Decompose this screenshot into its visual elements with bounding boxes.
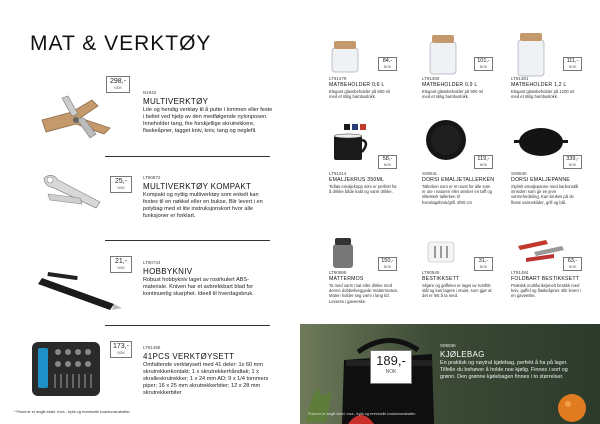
price-currency: NOK — [117, 186, 125, 190]
price-value: 119,- — [477, 156, 490, 162]
product-name: BESTIKKSETT — [422, 276, 460, 282]
product-code: S0954L — [422, 171, 438, 176]
price-badge — [370, 350, 412, 384]
product-description: Kompakt og nyttig multiverktøy som enkelt kan festes til en nøkkel eller en bukse. Blir levert i en polybag med et lite instruksjonskort hvor alle funksjoner er forklart. — [143, 192, 263, 219]
container-image — [330, 38, 360, 74]
product-name: MATBEHOLDER 1,2 L — [511, 82, 567, 88]
product-code: N1942 — [143, 90, 157, 95]
container-image — [516, 30, 546, 78]
food-thermos-image — [330, 236, 356, 270]
product-description: Skjøre og gaffelen er laget av rustfritt stål og kan lagres i etuiet, som gjør at det er lett å ta med. — [422, 283, 492, 299]
cooler-banner — [300, 324, 600, 424]
page-title: MAT & VERKTØY — [30, 32, 212, 55]
price-badge — [378, 257, 397, 271]
product-description: Praktisk multifunksjonelt bestikk med kniv, gaffel og flaskeåpner. Blir levert i en gaveeske. — [511, 283, 581, 299]
price-currency: NOK — [568, 65, 577, 69]
product-name: HOBBYKNIV — [143, 267, 193, 276]
price-badge — [563, 57, 582, 71]
product-name: 41PCS VERKTØYSETT — [143, 352, 235, 361]
product-description: Ta med varm mat eller drikke med denne dobbeltveggede mattermosen. Maten holder seg varm i lang tid. Leveres i gaveeske. — [329, 283, 399, 304]
price-badge — [378, 155, 397, 169]
price-currency: NOK — [479, 65, 488, 69]
product-code: LT91480 — [422, 76, 440, 81]
product-code: LT91495 — [143, 345, 161, 350]
price-badge — [110, 176, 132, 193]
footnote: Priserne er angitt ekskl. mva., trykk og eventuelle kvantumsrabatter. — [308, 412, 416, 416]
price-currency: NOK — [383, 163, 392, 167]
container-image — [428, 32, 458, 76]
price-value: 25,- — [114, 178, 128, 185]
product-description: Elegant glassbeholder på 1200 ml med et stilig bambuslokk. — [511, 89, 575, 100]
price-value: 84,- — [382, 58, 393, 64]
divider — [105, 325, 270, 326]
product-code: LT90945 — [422, 270, 440, 275]
price-currency: NOK — [479, 265, 488, 269]
divider — [105, 240, 270, 241]
price-badge — [474, 155, 493, 169]
product-description: Robust hobbykniv laget av rosirkulert ABS-materiale. Kniven har et avbrekkbart blad for kontinuerlig skarphet. Ideell til hverdagsbruk. — [143, 277, 254, 297]
price-value: 21,- — [114, 258, 128, 265]
product-name: EMALJEKRUS 350ML — [329, 177, 385, 183]
price-badge — [563, 155, 582, 169]
product-name: FOLDBART BESTIKKSETT — [511, 276, 580, 282]
price-currency: NOK — [568, 163, 577, 167]
compact-tool-image — [40, 172, 108, 216]
fruit-decoration — [552, 390, 592, 424]
price-value: 31,- — [478, 258, 489, 264]
product-description: Elegant glassbeholder på 600 ml med et stilig bambuslokk. — [329, 89, 390, 100]
product-name: MATTERMOS — [329, 276, 364, 282]
footnote: * Priserne er angitt ekskl. mva., trykk og eventuelle kvantumsrabatter. — [14, 410, 131, 414]
product-description: En praktisk og nøytral kjølebag, perfekt å ha på lager. Tilfelle du behøver å holde noe kjølig. Finnes i sort og grønn. Den grønne kjølebagen finnes i to størrelser. — [440, 360, 568, 380]
product-description: Lite og hendig verktøy til å putte i lommen eller feste i beltet ved hjelp av den medfølgende nylonposen. Inneholder tang, fire forskjellige skrutrekkere, flaskeåpner, tagget kniv, kniv, tang og neglefil. — [143, 107, 273, 134]
product-code: LT91484 — [511, 270, 529, 275]
product-code: LT91479 — [329, 76, 347, 81]
price-badge — [378, 57, 397, 71]
product-code: LT91481 — [511, 76, 529, 81]
price-badge — [474, 257, 493, 271]
product-description: Omfattende verktøysett med 41 deler: 1x 60 mm skrutrekkerkontakt; 1 x skrutrekkerhåndtak; 1 x skralleskrutrekker; 1 x 24 mm AD; 9 x 1/4 tommers piper; 16 x 25 mm skrutrekkerbiter; 12 x 28 mm skrutrekkerbiter — [143, 362, 269, 396]
price-badge — [474, 57, 493, 71]
foldable-cutlery-image — [516, 236, 566, 264]
hobby-knife-image — [34, 270, 124, 314]
price-currency: NOK — [479, 163, 488, 167]
price-currency: NOK — [385, 369, 397, 375]
divider — [105, 156, 270, 157]
price-currency: NOK — [117, 266, 125, 270]
multitool-image — [32, 92, 122, 148]
price-value: 101,- — [477, 58, 490, 64]
cutlery-set-image — [426, 236, 466, 266]
toolset-image — [30, 338, 102, 400]
enamel-mug-image — [330, 120, 374, 162]
price-badge — [563, 257, 582, 271]
price-badge — [106, 76, 130, 93]
price-value: 189,- — [376, 353, 406, 368]
price-currency: NOK — [383, 265, 392, 269]
product-code: LT90972 — [143, 175, 161, 180]
product-name: MATBEHOLDER 0,9 L — [422, 82, 478, 88]
price-badge — [110, 341, 132, 358]
product-code: S0954K — [511, 171, 528, 176]
price-value: 63,- — [567, 258, 578, 264]
price-value: 58,- — [382, 156, 393, 162]
price-currency: NOK — [568, 265, 577, 269]
price-currency: NOK — [383, 65, 392, 69]
enamel-plate-image — [424, 118, 468, 162]
product-name: MULTIVERKTØY — [143, 97, 209, 106]
product-name: DORSI EMALJETALLERKEN — [422, 177, 495, 183]
price-badge — [110, 256, 132, 273]
enamel-pan-image — [514, 122, 568, 162]
product-description: Elegant glassbeholder på 900 ml med et stilig bambuslokk. — [422, 89, 483, 100]
price-value: 111,- — [566, 58, 579, 64]
product-name: KJØLEBAG — [440, 350, 485, 359]
product-code: LT90734 — [143, 260, 161, 265]
product-description: Tallerken som er et must for alle som er ute i naturen eller ønsker en tøff og slitesterk tallerken til hverdagsbruk/grill. Ø20 cm — [422, 184, 492, 205]
product-name: DORSI EMALJEPANNE — [511, 177, 570, 183]
product-name: MULTIVERKTØY KOMPAKT — [143, 182, 252, 191]
price-value: 173,- — [113, 343, 129, 350]
price-currency: NOK — [117, 351, 125, 355]
product-name: MATBEHOLDER 0,6 L — [329, 82, 385, 88]
price-currency: NOK — [114, 86, 122, 90]
product-code: S0903K — [440, 343, 457, 348]
price-value: 298,- — [110, 78, 126, 85]
product-description: Tidløs emaljekopp som er perfekt for å drikke både kald og varm drikke. — [329, 184, 397, 195]
product-code: LT90965 — [329, 270, 347, 275]
product-code: LT91314 — [329, 171, 347, 176]
product-description: Stylish emaljepanne med karbonstål innsiden som gir en jevn varmefordeling. Kan brukes på de fleste varmekilder, grill og bål. — [511, 184, 579, 205]
price-value: 339,- — [566, 156, 579, 162]
plant-decoration — [302, 386, 336, 424]
price-value: 150,- — [381, 258, 394, 264]
